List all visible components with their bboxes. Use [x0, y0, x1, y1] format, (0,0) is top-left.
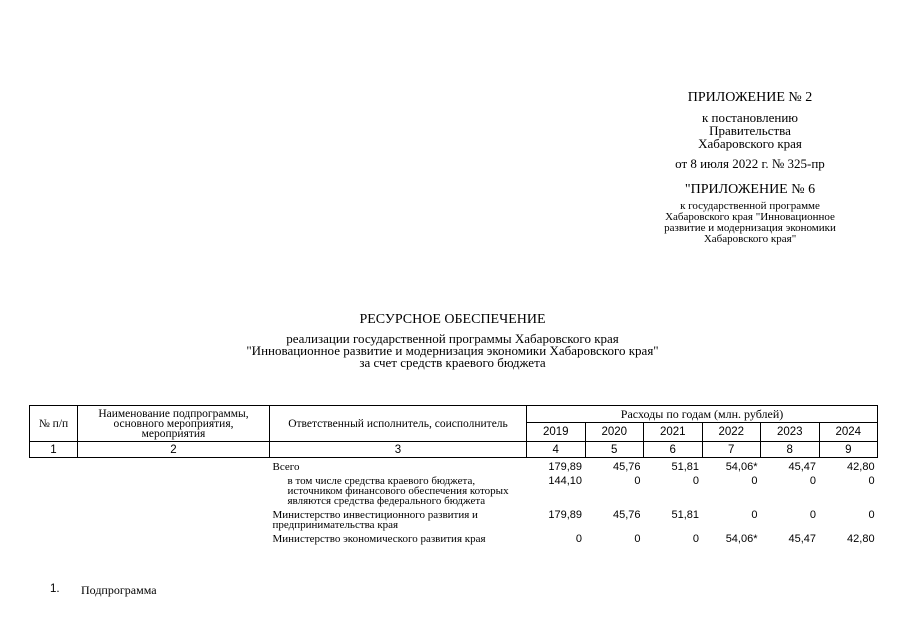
value-cell: 179,89: [548, 461, 582, 473]
nested-appendix-line: Хабаровского края": [703, 233, 797, 245]
column-number: 2: [78, 442, 270, 458]
value-cell: 0: [634, 475, 641, 487]
value-cell: 0: [809, 509, 816, 521]
value-cell: 144,10: [548, 475, 582, 487]
value-cell: 179,89: [548, 509, 582, 521]
header-year: 2022: [702, 423, 761, 442]
value-cell: 0: [868, 475, 875, 487]
appendix-reference-line: к постановлению: [701, 110, 799, 125]
table-row-total: [30, 458, 878, 473]
value-cell: 0: [692, 533, 699, 545]
header-executor: Ответственный исполнитель, соисполнитель: [270, 406, 527, 442]
row-label: Министерство инвестиционного развития и предпринимательства края: [272, 509, 478, 531]
value-cell: 54,06*: [725, 533, 758, 545]
column-number: 7: [702, 442, 761, 458]
nested-appendix-line: развитие и модернизация экономики: [664, 222, 836, 234]
nested-appendix-title: "ПРИЛОЖЕНИЕ № 6: [684, 182, 816, 197]
nested-appendix-reference: [620, 201, 880, 245]
value-cell: 0: [809, 475, 816, 487]
nested-appendix-line: к государственной программе: [680, 200, 820, 212]
value-cell: 0: [634, 533, 641, 545]
header-year: 2020: [585, 423, 644, 442]
document-subtitle-line: за счет средств краевого бюджета: [359, 355, 546, 370]
header-year: 2019: [527, 423, 586, 442]
document-subtitle-line: "Инновационное развитие и модернизация экономики Хабаровского края": [246, 343, 659, 358]
header-year: 2024: [819, 423, 878, 442]
table-row-ministry-investment: [30, 506, 878, 530]
value-cell: 0: [692, 475, 699, 487]
appendix-reference: [620, 111, 880, 150]
value-cell: 0: [751, 475, 758, 487]
header-number: № п/п: [30, 406, 78, 442]
document-subtitle: [0, 333, 905, 369]
header-year: 2023: [761, 423, 820, 442]
column-number: 5: [585, 442, 644, 458]
value-cell: 42,80: [847, 533, 875, 545]
value-cell: 0: [575, 533, 582, 545]
subprogram-label: Подпрограмма: [81, 583, 157, 597]
document-heading: [0, 312, 905, 369]
column-number: 8: [761, 442, 820, 458]
column-number: 6: [644, 442, 703, 458]
appendix-header: [620, 90, 880, 245]
resource-table: [29, 405, 878, 544]
value-cell: 42,80: [847, 461, 875, 473]
subprogram-number: 1.: [50, 583, 60, 595]
value-cell: 45,47: [788, 533, 816, 545]
row-label: Всего: [272, 461, 300, 473]
value-cell: 54,06*: [725, 461, 758, 473]
row-label: Министерство экономического развития края: [272, 533, 486, 545]
header-expenses: Расходы по годам (млн. рублей): [527, 406, 878, 423]
column-number: 1: [30, 442, 78, 458]
nested-appendix-line: Хабаровского края "Инновационное: [665, 211, 835, 223]
appendix-reference-line: Хабаровского края: [698, 136, 802, 151]
table-row-ministry-economic: [30, 530, 878, 544]
value-cell: 51,81: [671, 461, 699, 473]
value-cell: 45,76: [612, 509, 641, 521]
appendix-reference-line: Правительства: [709, 123, 791, 138]
value-cell: 0: [868, 509, 875, 521]
value-cell: 45,76: [612, 461, 641, 473]
appendix-title: ПРИЛОЖЕНИЕ № 2: [687, 90, 813, 105]
row-label: в том числе средства краевого бюджета, источником финансового обеспечения которых являются средства федерального бюджета: [287, 475, 509, 507]
value-cell: 0: [751, 509, 758, 521]
decree-date: от 8 июля 2022 г. № 325-пр: [675, 156, 825, 171]
document-title: РЕСУРСНОЕ ОБЕСПЕЧЕНИЕ: [359, 312, 546, 327]
document-subtitle-line: реализации государственной программы Хабаровского края: [286, 331, 619, 346]
value-cell: 45,47: [788, 461, 816, 473]
column-number: 4: [527, 442, 586, 458]
header-name: Наименование подпрограммы, основного мероприятия, мероприятия: [78, 406, 270, 442]
table-row-federal-share: [30, 472, 878, 506]
column-number: 9: [819, 442, 878, 458]
header-year: 2021: [644, 423, 703, 442]
column-number: 3: [270, 442, 527, 458]
value-cell: 51,81: [671, 509, 699, 521]
